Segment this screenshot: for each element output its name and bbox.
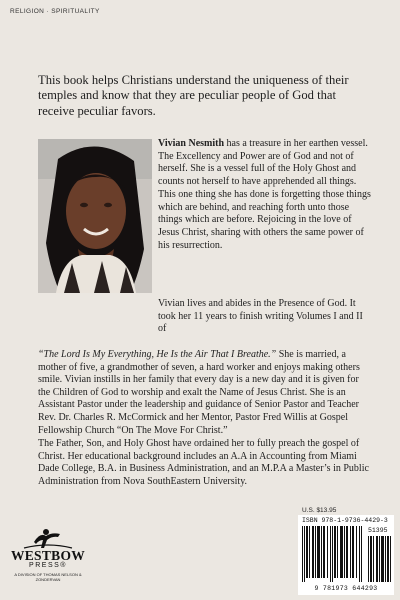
- bio-paragraph-1: [158, 138, 372, 252]
- bio-paragraph-2-start: [158, 298, 372, 336]
- publisher-division: A DIVISION OF THOMAS NELSON & ZONDERVAN: [14, 572, 82, 582]
- author-name: Vivian Nesmith: [158, 138, 225, 149]
- bio-paragraph-2-continued: [38, 349, 372, 437]
- bio-paragraph-2-rest: She is married, a mother of five, a grandmother of seven, a hard worker and enjoys making others smile. Vivian instills in her family that every day is a new day and it is given for the Children of God to worship and exalt the Name of Jesus Christ. She is an Assistant Pastor under the leadership and guidance of Senior Pastor and Teacher Rev. Dr. Charles R. McCormick and her Mentor, Pastor Fred Willis at Gospel Fellowship Church “On The Move For Christ.”: [38, 349, 360, 436]
- bio-paragraph-3: The Father, Son, and Holy Ghost have ordained her to fully preach the gospel of Christ. Her educational background includes an A.A in Accounting from Miami Dade College, B.A. in Business Administration, and an M.P.A a Master’s in Public Administration from Nova SouthEastern University.: [38, 438, 369, 487]
- category-label: RELIGION · SPIRITUALITY: [10, 8, 100, 15]
- intro-text: This book helps Christians understand the uniqueness of their temples and know that they are peculiar people of God that receive peculiar favors.: [38, 73, 349, 118]
- barcode-icon: [302, 526, 362, 582]
- price-barcode-icon: [368, 536, 392, 582]
- figure-icon: [6, 526, 90, 550]
- bio-paragraph-1-text: has a treasure in her earthen vessel. The Excellency and Power are of God and not of herself. She is a vessel full of the Holy Ghost and counts not herself to have apprehended all things. This one thing she has done is forgetting those things which are behind, and reaching forth unto those things which are before. Rejoicing in the love of Jesus Christ, sharing with others the same power of his resurrection.: [158, 138, 371, 251]
- barcode-area: [298, 515, 394, 595]
- publisher-name: WESTBOW: [10, 548, 86, 563]
- isbn-label: ISBN 978-1-9736-4429-3: [302, 517, 388, 524]
- author-photo: [38, 139, 152, 293]
- price-label: U.S. $13.95: [302, 507, 337, 514]
- book-title: “The Lord Is My Everything, He Is the Air That I Breathe.”: [38, 349, 277, 360]
- publisher-press: PRESS®: [29, 562, 67, 569]
- price-code: 51395: [368, 527, 388, 534]
- barcode-number: 9 781973 644293: [314, 585, 378, 592]
- bio-paragraph-2-text: Vivian lives and abides in the Presence of God. It took her 11 years to finish writing Volumes I and II of: [158, 298, 363, 335]
- publisher-logo: [6, 526, 90, 596]
